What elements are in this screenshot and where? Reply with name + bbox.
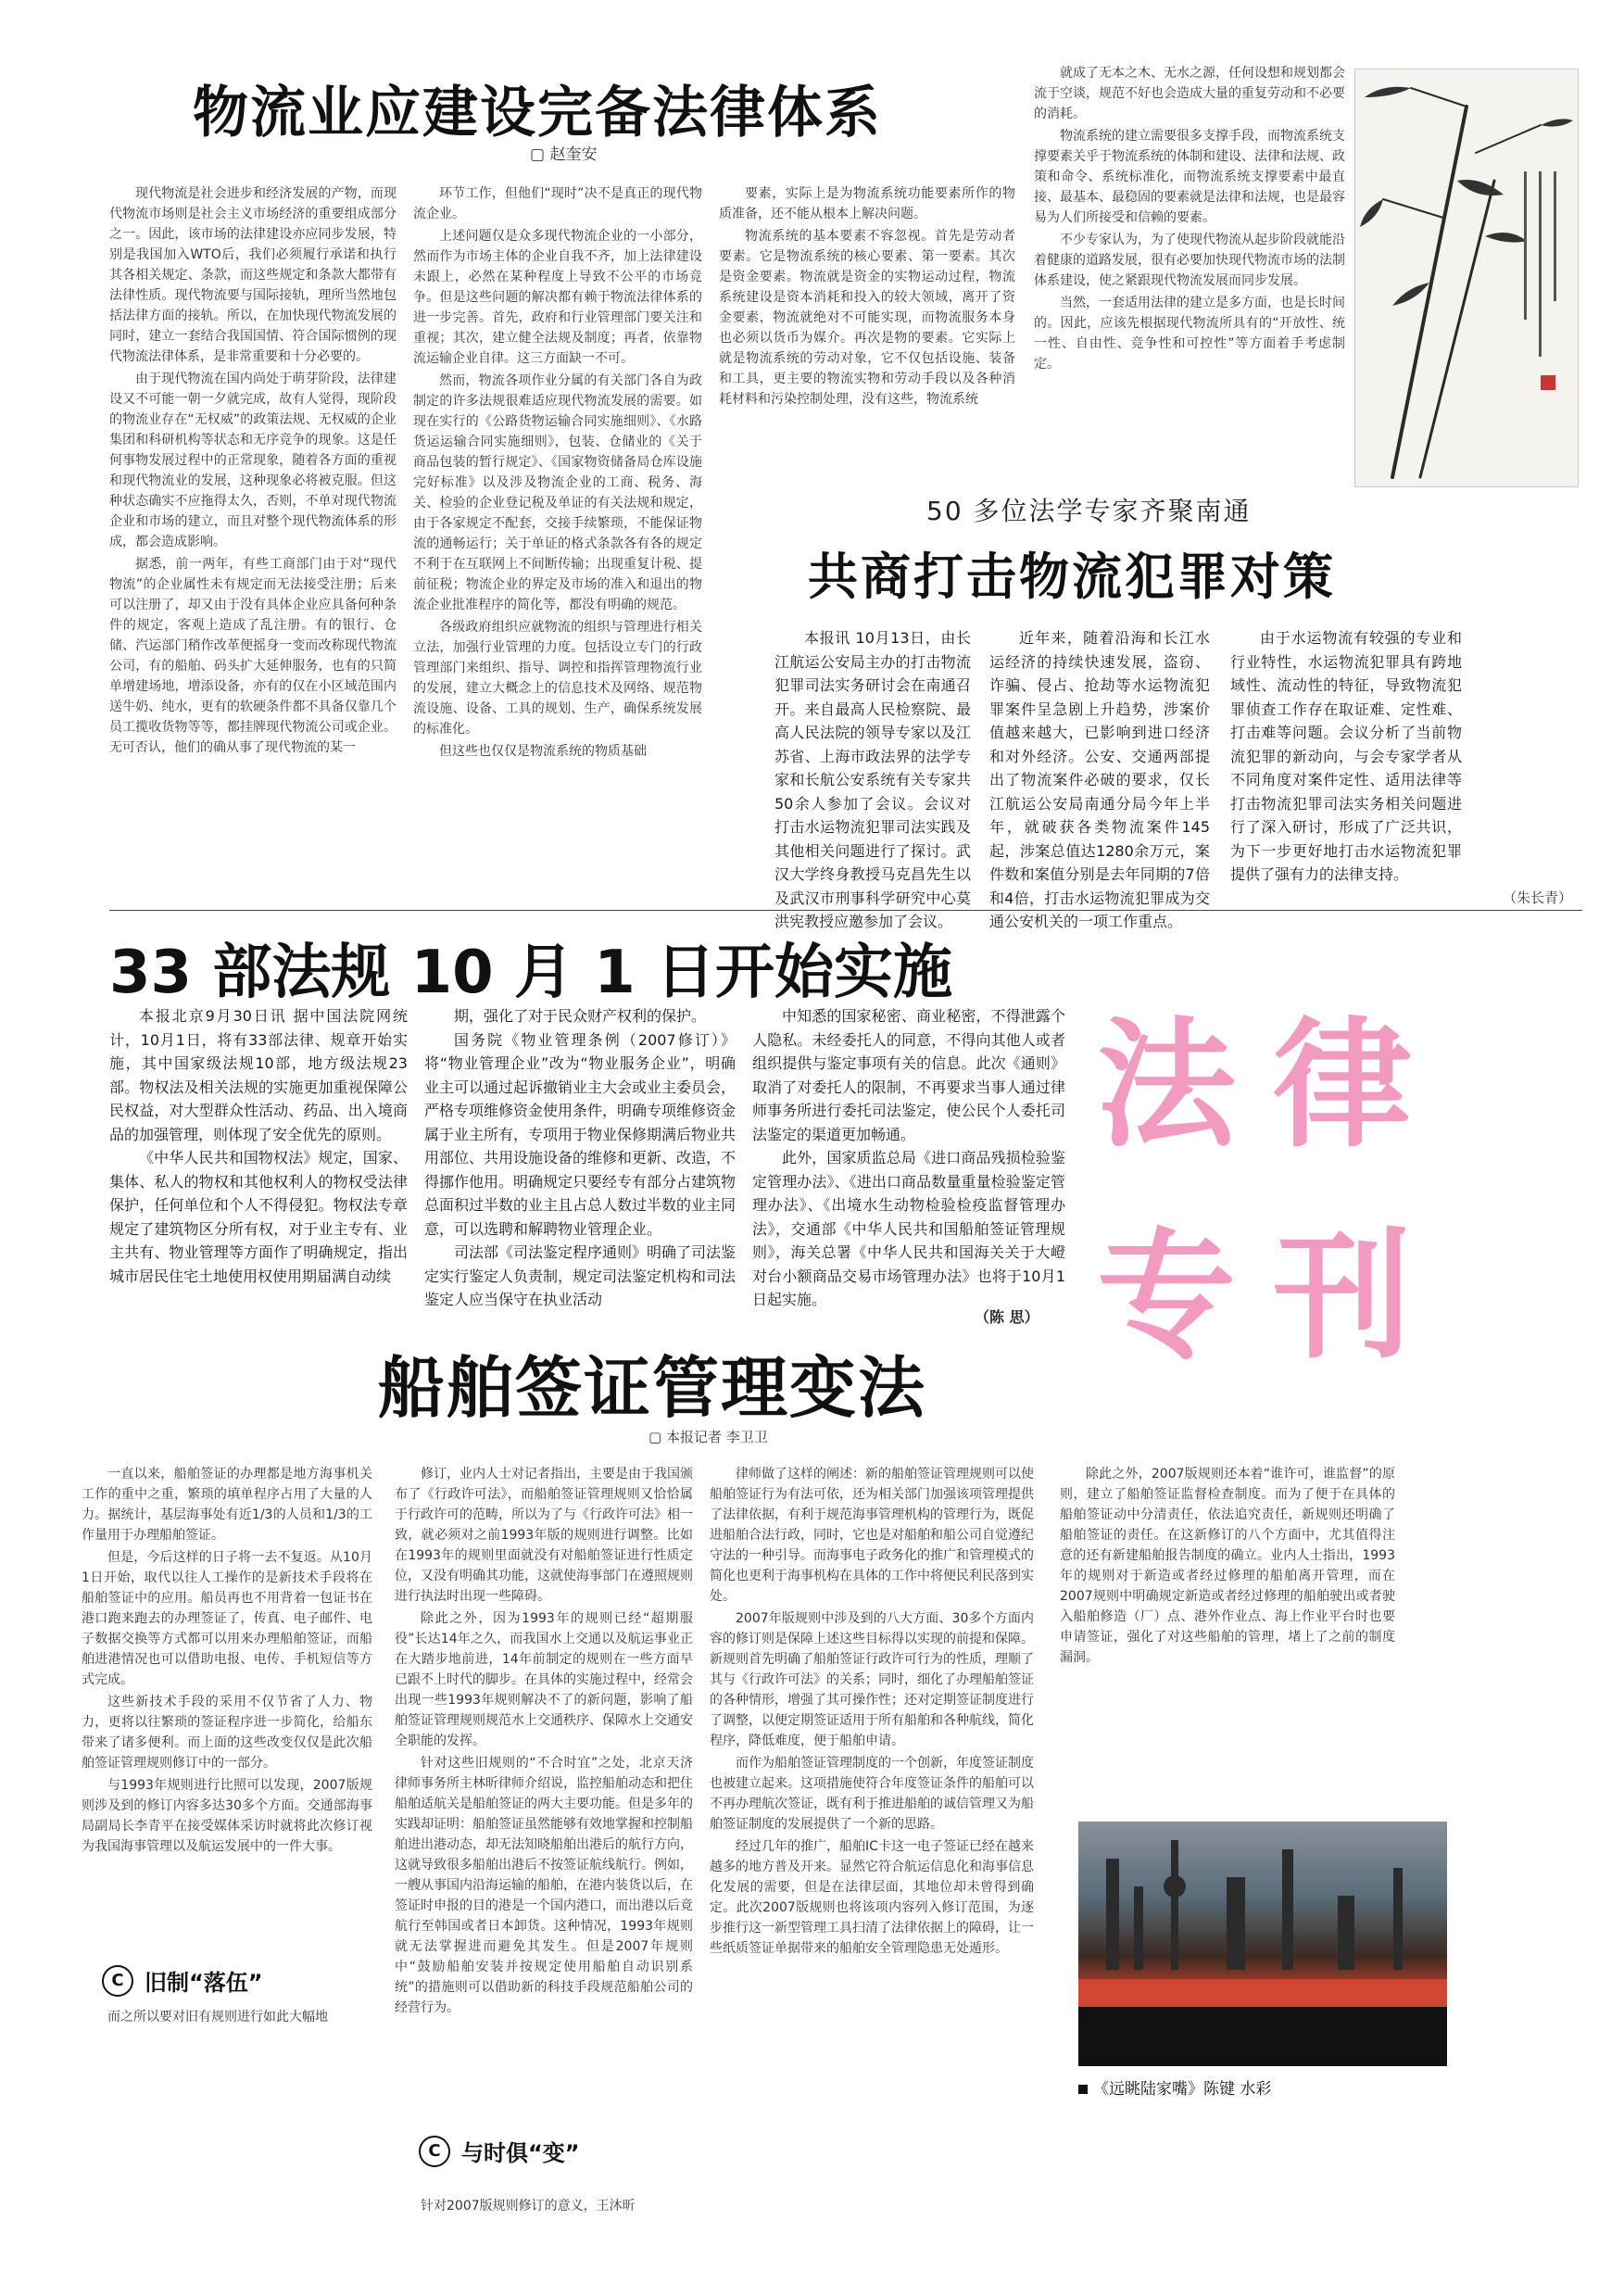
article4-col2-tail	[395, 2196, 693, 2224]
paragraph: 这些新技术手段的采用不仅节省了人力、物力，更将以往繁琐的签证程序进一步简化，给船东带来了诸多便利。而上面的这些改变仅仅是此次船舶签证管理规则修订中的一部分。	[82, 1695, 372, 1771]
article3-col1	[109, 1004, 408, 1329]
article4-col1	[82, 1464, 372, 1964]
paragraph: 除此之外，因为1993年的规则已经“超期服役”长达14年之久，而我国水上交通以及航运事业正在大踏步地前进，14年前制定的规则在一些方面早已跟不上时代的脚步。在具体的实施过程中，经常会出现一些1993年规则解决不了的新问题，影响了船舶签证管理规则规范水上交通秩序、保障水上交通安全职能的发挥。	[395, 1611, 693, 1748]
paragraph: 与1993年规则进行比照可以发现，2007版规则涉及到的修订内容多达30多个方面。交通部海事局副局长李青平在接受媒体采访时就将此次修订视为我国海事管理以及航运发展中的一件大事。	[82, 1778, 372, 1854]
paragraph: 不少专家认为，为了使现代物流从起步阶段就能沿着健康的道路发展，很有必要加快现代物流市场的法制体系建设，使之紧跟现代物流发展而同步发展。	[1034, 233, 1345, 288]
paragraph: 各级政府组织应就物流的组织与管理进行相关立法，加强行业管理的力度。包括设立专门的行政管理部门来组织、指导、调控和指挥管理物流行业的发展，建立大概念上的信息技术及网络、规范物流设施、设备、工具的规划、生产，确保系统发展的标准化。	[413, 620, 702, 737]
painting-caption	[1078, 2075, 1271, 2099]
subhead-keep-pace	[419, 2135, 580, 2167]
paragraph: 除此之外，2007版规则还本着“谁许可，谁监督”的原则，建立了船舶签证监督检查制度。而为了便于在具体的船舶签证动中分清责任，依法追究责任，新规则还明确了船舶签证的责任。在这新修订的八个方面中，尤其值得注意的还有新建船舶报告制度的确立。业内人士指出，1993年的规则对于新造或者经过修理的船舶离开管理，而在2007规则中明确规定新造或者经过修理的船舶驶出或者驶入船舶修造（厂）点、港外作业点、海上作业平台时也要申请签证，强化了对这些船舶的管理，堵上了之前的制度漏洞。	[1060, 1467, 1395, 1665]
paragraph: 由于现代物流在国内尚处于萌芽阶段，法律建设又不可能一朝一夕就完成，故有人觉得，现阶段的物流业存在“无权威”的政策法规、无权威的企业集团和科研机构等状态和无序竞争的现象。这是任何事物发展过程中的正常现象，随着各方面的重视和现代物流业的发展，这种现象必将被克服。但这种状态确实不应拖得太久，否则，不单对现代物流企业和市场的建立，而且对整个现代物流体系的形成，都会造成影响。	[109, 372, 397, 549]
article4-col1-tail	[82, 2007, 372, 2035]
paragraph: 物流系统的基本要素不容忽视。首先是劳动者要素。它是物流系统的核心要素、第一要素。其次是资金要素。物流就是资金的实物运动过程，物流系统建设是资本消耗和投入的较大领域，离开了资金要素，物流就绝对不可能实现，而物流服务本身也必须以货币为媒介。再次是物的要素。它实际上就是物流系统的劳动对象，它不仅包括设施、装备和工具，更主要的物流实物和劳动手段以及各种消耗材料和污染控制处理，没有这些，物流系统	[719, 229, 1015, 407]
article1-col4	[1034, 63, 1345, 465]
divider	[109, 910, 1582, 911]
subhead-old-rules-label: 旧制“落伍”	[145, 1970, 263, 1996]
paragraph: 近年来，随着沿海和长江水运经济的持续快速发展，盗窃、诈骗、侵占、抢劫等水运物流犯罪案件呈急剧上升趋势，涉案价值越来越大，已影响到进口经济和对外经济。公安、交通两部提出了物流案件必破的要求，仅长江航运公安局南通分局今年上半年，就破获各类物流案件145起，涉案总值达1280余万元，案件数和案值分别是去年同期的7倍和4倍，打击水运物流犯罪成为交通公安机关的一项工作重点。	[989, 629, 1210, 930]
paragraph: 现代物流是社会进步和经济发展的产物，而现代物流市场则是社会主义市场经济的重要组成部分之一。因此，该市场的法律建设亦应同步发展，特别是我国加入WTO后，我们必须履行承诺和执行其各相关规定、条款，而这些规定和条款大都带有法律性质。现代物流要与国际接轨，理所当然地包括法律方面的接轨。所以，在加快现代物流发展的同时，建立一套结合我国国情、符合国际惯例的现代物流法律体系，是非常重要和十分必要的。	[109, 186, 397, 364]
paragraph: 环节工作，但他们“现时”决不是真正的现代物流企业。	[413, 186, 702, 221]
article3-title: 33 部法规 10 月 1 日开始实施	[109, 939, 953, 1007]
article2-col3	[1230, 626, 1462, 881]
subhead-keep-pace-label: 与时俱“变”	[461, 2140, 580, 2166]
paragraph: 针对这些旧规则的“不合时宜”之处，北京天济律师事务所主林昕律师介绍说，监控船舶动态和把住船舶适航关是船舶签证的两大主要功能。但是多年的实践却证明：船舶签证虽然能够有效地掌握和控制船舶进出港动态，却无法知晓船舶出港后的航行方向，这就导致很多船舶出港后不按签证航线航行。例如，一艘从事国内沿海运输的船舶，在港内装货以后，在签证时申报的目的港是一个国内港口，而出港以后竟航行至韩国或者日本卸货。这种情况，1993年规则就无法掌握进而避免其发生。但是2007年规则中“鼓励船舶安装并按规定使用船舶自动识别系统”的措施则可以借助新的科技手段规范船舶公司的经营行为。	[395, 1756, 693, 2015]
stamp-line2: 专刊	[1097, 1217, 1450, 1378]
paragraph: 本报北京9月30日讯 据中国法院网统计，10月1日，将有33部法律、规章开始实施，其中国家级法规10部，地方级法规23部。物权法及相关法规的实施更加重视保障公民权益，对大型群众性活动、药品、出入境商品的加强管理，则体现了安全优先的原则。	[109, 1007, 408, 1143]
article4-col2	[395, 1464, 693, 2122]
article3-reporter: （陈 思）	[975, 1308, 1039, 1326]
paragraph: 《中华人民共和国物权法》规定，国家、集体、私人的物权和其他权利人的物权受法律保护，任何单位和个人不得侵犯。物权法专章规定了建筑物区分所有权，对于业主专有、业主共有、物业管理等方面作了明确规定，指出城市居民住宅土地使用权使用期届满自动续	[109, 1149, 408, 1285]
article4-title: 船舶签证管理变法	[378, 1349, 927, 1427]
paragraph: 律师做了这样的阐述：新的船舶签证管理规则可以使船舶签证行为有法可依，还为相关部门加强该项管理提供了法律依据，有利于规范海事管理机构的管理行为，既促进船舶合法行政，同时，它也是对船舶和船公司自觉遵纪守法的一种引导。而海事电子政务化的推广和管理模式的简化也更利于海事机构在具体的工作中将便民利民落到实处。	[710, 1467, 1034, 1604]
article1-col3	[719, 183, 1015, 461]
subhead-old-rules	[102, 1964, 263, 1997]
article2-col2	[989, 626, 1210, 930]
paragraph: 期，强化了对于民众财产权利的保护。	[454, 1007, 707, 1025]
article1-title: 物流业应建设完备法律体系	[193, 81, 882, 145]
paragraph: 物流系统的建立需要很多支撑手段，而物流系统支撑要素关乎于物流系统的体制和建设、法律和法规、政策和命令、系统标准化，而物流系统支撑要素中最直接、最基本、最稳固的要素就是法律和法规，也是最容易为人们所接受和信赖的要素。	[1034, 129, 1345, 225]
paragraph: 然而，物流各项作业分属的有关部门各自为政制定的许多法规很难适应现代物流发展的需要。如现在实行的《公路货物运输合同实施细则》、《水路货运运输合同实施细则》，包装、仓储业的《关于商品包装的暂行规定》、《国家物资储备局仓库设施完好标准》以及涉及物流企业的工商、税务、海关、检验的企业登记税及单证的有关法规和规定，由于各家规定不配套，交接手续繁琐，不能保证物流的通畅运行；关于单证的格式条款各有各的规定不利于在互联网上不间断传输；出现重复计税、提前征税；物流企业的界定及市场的准入和退出的物流企业批准程序的简化等，都没有明确的规范。	[413, 373, 702, 612]
article4-col4	[1060, 1464, 1395, 1760]
article3-col2	[424, 1004, 736, 1329]
article1-col2	[413, 183, 702, 906]
paragraph: 国务院《物业管理条例（2007修订）》将“物业管理企业”改为“物业服务企业”，明确业主可以通过起诉撤销业主大会或业主委员会，严格专项维修资金使用条件，明确专项维修资金属于业主所有，专项用于物业保修期满后物业共用部位、共用设施设备的维修和更新、改造，不得挪作他用。明确规定只要经专有部分占建筑物总面积过半数的业主且占总人数过半数的业主同意，可以选聘和解聘物业管理企业。	[424, 1030, 736, 1238]
circle-c-icon: C	[419, 2136, 450, 2167]
article3-col3	[752, 1004, 1065, 1308]
paragraph: 司法部《司法鉴定程序通则》明确了司法鉴定实行鉴定人负责制，规定司法鉴定机构和司法鉴定人应当保守在执业活动	[424, 1243, 736, 1308]
bamboo-painting	[1354, 69, 1579, 487]
article2-col1	[774, 626, 971, 930]
article2-title: 共商打击物流犯罪对策	[808, 548, 1336, 606]
bamboo-icon	[1355, 69, 1578, 486]
paragraph: 2007年版规则中涉及到的八大方面、30多个方面内容的修订则是保障上述这些目标得以实现的前提和保障。新规则首先明确了船舶签证行政许可行为的性质，理顺了其与《行政许可法》的关系；同时，细化了办理船舶签证的各种情形，增强了其可操作性；还对定期签证制度进行了调整，以便定期签证适用于所有船舶和各种航线，简化程序，降低难度，便于船舶申请。	[710, 1611, 1034, 1748]
circle-c-icon: C	[102, 1965, 133, 1997]
paragraph: 上述问题仅是众多现代物流企业的一小部分，然而作为市场主体的企业自我不齐，加上法律建设未跟上，必然在某种程度上导致不公平的市场竞争。但是这些问题的解决都有赖于物流法律体系的进一步完善。首先，政府和行业管理部门要关注和重视；其次，建立健全法规及制度；再者，依靠物流运输企业自律。这三方面缺一不可。	[413, 229, 702, 366]
square-bullet-icon	[1078, 2085, 1088, 2094]
paragraph: 中知悉的国家秘密、商业秘密，不得泄露个人隐私。未经委托人的同意，不得向其他人或者组织提供与鉴定事项有关的信息。此次《通则》取消了对委托人的限制，不再要求当事人通过律师事务所进行委托司法鉴定，使公民个人委托司法鉴定的渠道更加畅通。	[752, 1007, 1065, 1143]
paragraph: 而之所以要对旧有规则进行如此大幅地	[107, 2010, 328, 2024]
skyline-icon	[1078, 1822, 1447, 2066]
watercolor-painting	[1078, 1822, 1447, 2066]
paragraph: 经过几年的推广，船舶IC卡这一电子签证已经在越来越多的地方普及开来。显然它符合航运信息化和海事信息化发展的需要，但是在法律层面，其地位却未曾得到确定。此次2007版规则也将该项内容列入修订范围，为逐步推行这一新型管理工具扫清了法律依据上的障碍，让一些纸质签证单据带来的船舶安全管理隐患无处遁形。	[710, 1839, 1034, 1956]
article1-col1	[109, 183, 397, 906]
paragraph: 本报讯 10月13日，由长江航运公安局主办的打击物流犯罪司法实务研讨会在南通召开。来自最高人民检察院、最高人民法院的领导专家以及江苏省、上海市政法界的法学专家和长航公安系统有关专家共50余人参加了会议。会议对打击水运物流犯罪司法实践及其他相关问题进行了探讨。武汉大学终身教授马克昌先生以及武汉市刑事科学研究中心莫洪宪教授应邀参加了会议。	[774, 629, 971, 930]
paragraph: 而作为船舶签证管理制度的一个创新，年度签证制度也被建立起来。这项措施使符合年度签证条件的船舶可以不再办理航次签证，既有利于推进船舶的诚信管理又为船舶签证制度的发展提供了一个新的思路。	[710, 1756, 1034, 1832]
paragraph: 但是，今后这样的日子将一去不复返。从10月1日开始，取代以往人工操作的是新技术手段将在船舶签证中的应用。船员再也不用背着一包证书在港口跑来跑去的办理签证了，传真、电子邮件、电子数据交换等方式都可以用来办理船舶签证，而船舶进港情况也可以借助电报、电传、手机短信等方式完成。	[82, 1550, 372, 1687]
article1-byline: ▢ 赵奎安	[530, 145, 598, 164]
paragraph: 但这些也仅仅是物流系统的物质基础	[439, 744, 647, 759]
paragraph: 据悉，前一两年，有些工商部门由于对“现代物流”的企业属性未有规定而无法接受注册；后来可以注册了，却又由于没有具体企业应具备何种条件的规定，客观上造成了乱注册。有的银行、仓储、汽运部门稍作改革便摇身一变而改称现代物流公司，有的船舶、码头扩大延伸服务，也有的只简单增建场地，增添设备，亦有的仅在小区域范围内送牛奶、纯水，更有的软硬条件都不具备仅靠几个员工揽收货物等等，都挂牌现代物流公司或企业。无可否认，他们的确从事了现代物流的某一	[109, 557, 397, 755]
article2-reporter: （朱长青）	[1503, 889, 1573, 906]
painting-caption-text: 《远眺陆家嘴》陈键 水彩	[1093, 2080, 1272, 2099]
paragraph: 就成了无本之木、无水之源，任何设想和规划都会流于空谈，规范不好也会造成大量的重复劳动和不必要的消耗。	[1034, 66, 1345, 121]
paragraph: 一直以来，船舶签证的办理都是地方海事机关工作的重中之重，繁琐的填单程序占用了大量的人力。据统计，基层海事处有近1/3的人员和1/3的工作量用于办理船舶签证。	[82, 1467, 372, 1543]
article4-col3	[710, 1464, 1034, 2224]
paragraph: 由于水运物流有较强的专业和行业特性，水运物流犯罪具有跨地域性、流动性的特征，导致物流犯罪侦查工作存在取证难、定性难、打击难等问题。会议分析了当前物流犯罪的新动向，与会专家学者从不同角度对案件定性、适用法律等打击物流犯罪司法实务相关问题进行了深入研讨，形成了广泛共识，为下一步更好地打击水运物流犯罪提供了强有力的法律支持。	[1230, 629, 1462, 883]
stamp-line1: 法律	[1097, 1005, 1450, 1167]
paragraph: 当然，一套适用法律的建立是多方面，也是长时间的。因此，应该先根据现代物流所具有的“开放性、统一性、自由性、竞争性和可控性”等方面着手考虑制定。	[1034, 296, 1345, 372]
article2-kicker: 50 多位法学专家齐聚南通	[926, 496, 1252, 526]
paragraph: 要素，实际上是为物流系统功能要素所作的物质准备，还不能从根本上解决问题。	[719, 186, 1015, 221]
paragraph: 修订，业内人士对记者指出，主要是由于我国颁布了《行政许可法》，而船舶签证管理规则又恰恰属于行政许可的范畴，所以为了与《行政许可法》相一致，就必须对之前1993年版的规则进行调整。比如在1993年的规则里面就没有对船舶签证进行性质定位，又没有明确其功能，这就使海事部门在遵照规则进行执法时出现一些障碍。	[395, 1467, 693, 1604]
article4-byline: ▢ 本报记者 李卫卫	[648, 1429, 768, 1445]
paragraph: 此外，国家质监总局《进口商品残损检验鉴定管理办法》、《进出口商品数量重量检验鉴定管理办法》、《出境水生动物检验检疫监督管理办法》，交通部《中华人民共和国船舶签证管理规则》，海关总署《中华人民共和国海关关于大嶝对台小额商品交易市场管理办法》也将于10月1日起实施。	[752, 1149, 1065, 1308]
paragraph: 针对2007版规则修订的意义，王沐昕	[421, 2199, 636, 2213]
